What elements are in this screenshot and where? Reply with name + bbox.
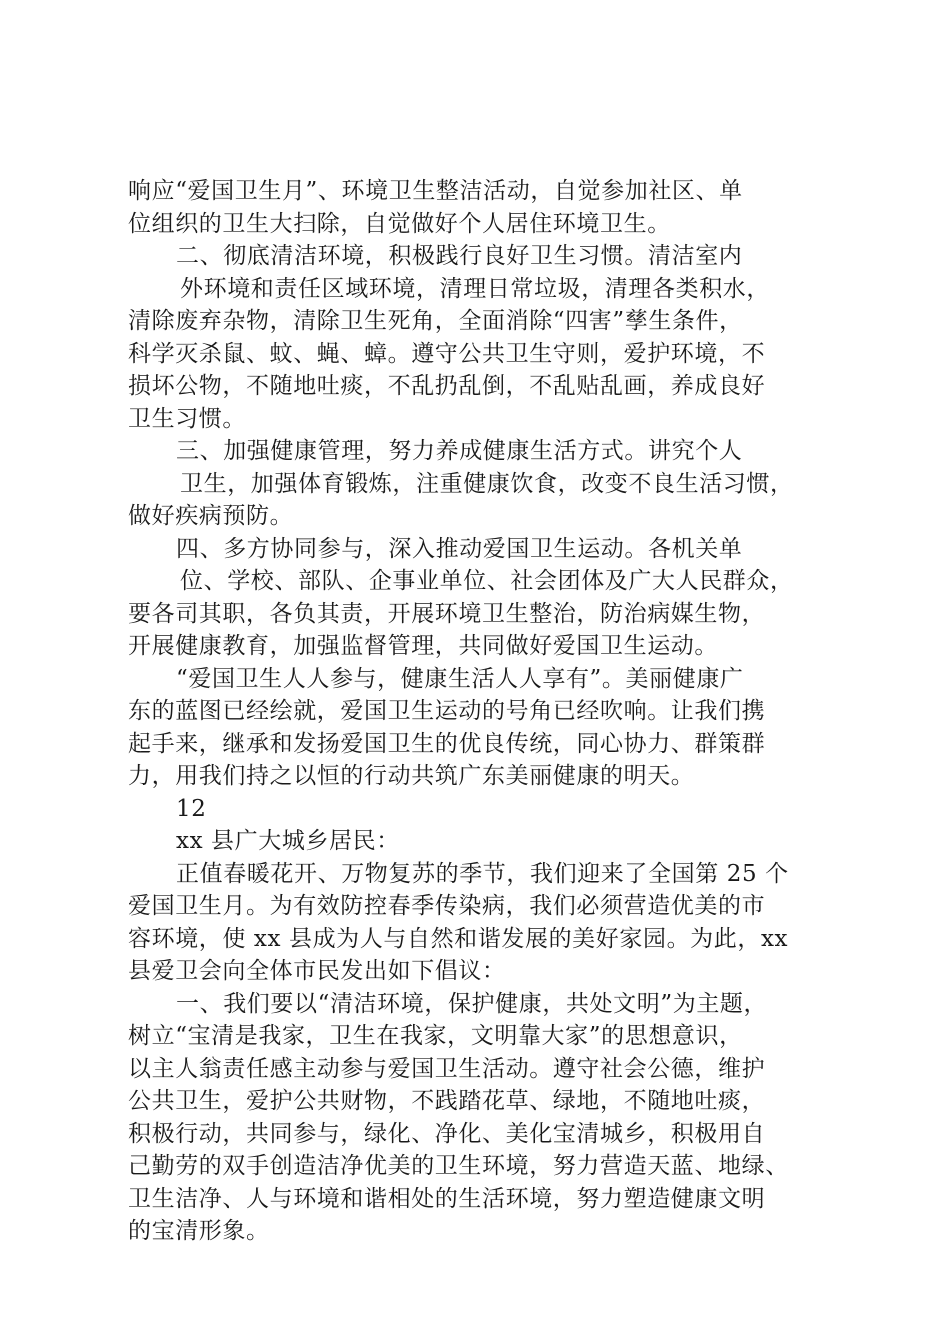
text-line: xx 县广大城乡居民： xyxy=(176,828,400,854)
text-line: “爱国卫生人人参与，健康生活人人享有”。美丽健康广 xyxy=(176,665,744,692)
text-line: 清除废弃杂物，清除卫生死角，全面消除“四害”孳生条件， xyxy=(128,308,743,334)
text-line: 积极行动，共同参与，绿化、净化、美化宝清城乡，积极用自 xyxy=(128,1120,766,1147)
text-line: 的宝清形象。 xyxy=(128,1218,270,1244)
text-line: 二、彻底清洁环境，积极践行良好卫生习惯。清洁室内 xyxy=(176,243,743,269)
text-line: 科学灭杀鼠、蚊、蝇、蟑。遵守公共卫生守则，爱护环境，不 xyxy=(128,340,766,367)
text-line: 响应“爱国卫生月”、环境卫生整洁活动，自觉参加社区、单 xyxy=(128,178,743,204)
text-line: 公共卫生，爱护公共财物，不践踏花草、绿地，不随地吐痰， xyxy=(128,1088,766,1114)
text-line: 以主人翁责任感主动参与爱国卫生活动。遵守社会公德，维护 xyxy=(128,1055,766,1082)
text-line: 起手来，继承和发扬爱国卫生的优良传统，同心协力、群策群 xyxy=(128,730,766,757)
text-line: 要各司其职，各负其责，开展环境卫生整治，防治病媒生物， xyxy=(128,600,766,627)
text-line: 卫生洁净、人与环境和谐相处的生活环境，努力塑造健康文明 xyxy=(128,1185,766,1212)
text-line: 卫生习惯。 xyxy=(128,405,246,432)
text-line: 爱国卫生月。为有效防控春季传染病，我们必须营造优美的市 xyxy=(128,893,766,919)
text-line: 位组织的卫生大扫除，自觉做好个人居住环境卫生。 xyxy=(128,210,671,237)
text-line: 外环境和责任区域环境，清理日常垃圾，清理各类积水， xyxy=(180,275,770,302)
text-line: 县爱卫会向全体市民发出如下倡议： xyxy=(128,958,506,984)
text-line: 一、我们要以“清洁环境，保护健康，共处文明”为主题， xyxy=(176,990,768,1017)
text-line: 卫生，加强体育锻炼，注重健康饮食，改变不良生活习惯， xyxy=(180,470,794,497)
text-line: 四、多方协同参与，深入推动爱国卫生运动。各机关单 xyxy=(176,535,743,562)
text-line: 位、学校、部队、企事业单位、社会团体及广大人民群众， xyxy=(180,568,794,594)
text-line: 东的蓝图已经绘就，爱国卫生运动的号角已经吹响。让我们携 xyxy=(128,698,766,724)
text-line: 12 xyxy=(176,795,207,822)
text-line: 树立“宝清是我家，卫生在我家，文明靠大家”的思想意识， xyxy=(128,1023,743,1049)
text-line: 开展健康教育，加强监督管理，共同做好爱国卫生运动。 xyxy=(128,633,718,659)
text-line: 正值春暖花开、万物复苏的季节，我们迎来了全国第 25 个 xyxy=(176,860,789,887)
text-line: 容环境，使 xx 县成为人与自然和谐发展的美好家园。为此，xx xyxy=(128,925,789,952)
document-body xyxy=(128,175,838,1248)
text-line: 三、加强健康管理，努力养成健康生活方式。讲究个人 xyxy=(176,438,743,464)
text-line: 力，用我们持之以恒的行动共筑广东美丽健康的明天。 xyxy=(128,763,695,789)
text-line: 己勤劳的双手创造洁净优美的卫生环境，努力营造天蓝、地绿、 xyxy=(128,1153,789,1179)
text-line: 做好疾病预防。 xyxy=(128,503,294,529)
text-line: 损坏公物，不随地吐痰，不乱扔乱倒，不乱贴乱画，养成良好 xyxy=(128,373,766,399)
